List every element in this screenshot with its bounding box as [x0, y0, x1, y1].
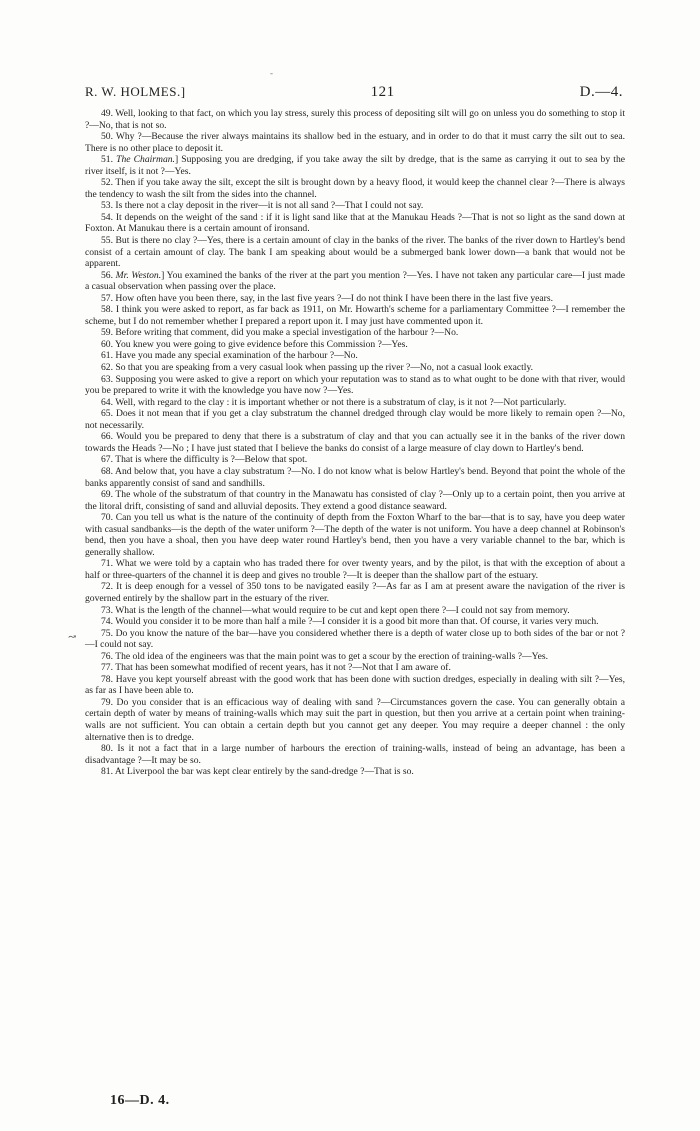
- signature-footer: 16—D. 4.: [110, 1093, 170, 1108]
- question-answer-paragraph: 70. Can you tell us what is the nature of the continuity of depth from the Foxton Wharf to the bar—that is to say, have you deep water with casual sandbanks—is the depth of the water uniform ?—The depth of the water is not uniform. You have a deep channel at Robinson's bend, then you have a shoal, then you have deep water round Hartley's bend, then you have a very variable channel to the bar, which is generally shallow.: [85, 512, 625, 558]
- question-answer-paragraph: 76. The old idea of the engineers was that the main point was to get a scour by the erection of training-walls ?—Yes.: [101, 650, 548, 662]
- question-answer-paragraph: 52. Then if you take away the silt, except the silt is brought down by a heavy flood, it would keep the channel clear ?—There is always the tendency to wash the silt from the sides into the channel.: [85, 177, 625, 200]
- question-answer-paragraph: 59. Before writing that comment, did you make a special investigation of the harbour ?—No.: [101, 327, 459, 339]
- speaker-name: Mr. Weston.: [115, 269, 162, 281]
- question-answer-paragraph: 53. Is there not a clay deposit in the river—it is not all sand ?—That I could not say.: [101, 200, 424, 212]
- question-answer-paragraph: 72. It is deep enough for a vessel of 350 tons to be navigated easily ?—As far as I am at present aware the navigation of the river is governed entirely by the shallow part in the estuary of the river.: [85, 581, 625, 604]
- question-answer-paragraph: 80. Is it not a fact that in a large number of harbours the erection of training-walls, instead of being an advantage, has been a disadvantage ?—It may be so.: [85, 743, 625, 766]
- question-answer-paragraph: 74. Would you consider it to be more than half a mile ?—I consider it is a good bit more than that. Of course, it varies very much.: [101, 616, 599, 628]
- question-answer-paragraph: 75. Do you know the nature of the bar—have you considered whether there is a depth of water close up to both sides of the bar or not ?—I could not say.: [85, 627, 625, 651]
- question-answer-paragraph: 55. But is there no clay ?—Yes, there is a certain amount of clay in the banks of the river. The banks of the river down to Hartley's bend consist of a certain amount of clay. The bank I am speaking about would be a submerged bank lower down—a bank that would not be apparent.: [85, 235, 625, 270]
- speaker-name: The Chairman.: [116, 154, 175, 166]
- top-mark: -: [270, 68, 273, 78]
- question-answer-paragraph: 60. You knew you were going to give evidence before this Commission ?—Yes.: [101, 338, 408, 350]
- question-answer-paragraph: 57. How often have you been there, say, in the last five years ?—I do not think I have been there in the last five years.: [101, 292, 553, 304]
- question-answer-paragraph: 73. What is the length of the channel—what would require to be cut and kept open there ?—I could not say from memory.: [101, 604, 570, 616]
- question-answer-paragraph: 64. Well, with regard to the clay : it is important whether or not there is a substratum of clay, is it not ?—Not particularly.: [101, 396, 567, 408]
- question-answer-paragraph: 62. So that you are speaking from a very casual look when passing up the river ?—No, not a casual look exactly.: [101, 362, 534, 374]
- question-answer-paragraph: 71. What we were told by a captain who has traded there for over twenty years, and by the pilot, is that with the exception of about a half or three-quarters of the channel it is deep and gives no trouble ?—It is deeper than the shallow part of the estuary.: [85, 558, 625, 581]
- question-answer-paragraph: 65. Does it not mean that if you get a clay substratum the channel dredged through clay would be more likely to remain open ?—No, not necessarily.: [85, 408, 625, 431]
- question-answer-paragraph: 56. Mr. Weston.] You examined the banks of the river at the part you mention ?—Yes. I have not taken any particular care—I just made a casual observation when passing over the place.: [85, 269, 626, 293]
- question-answer-paragraph: 63. Supposing you were asked to give a report on which your reputation was to stand as to what ought to be done with that river, would you be prepared to write it with the knowledge you have now ?—Yes.: [85, 373, 625, 397]
- question-answer-paragraph: 69. The whole of the substratum of that country in the Manawatu has consisted of clay ?—Only up to a certain point, then you arrive at the litoral drift, consisting of sand and alluvial deposits. They extend a good distance seaward.: [85, 489, 625, 512]
- document-reference: D.—4.: [579, 84, 623, 100]
- question-answer-paragraph: 66. Would you be prepared to deny that there is a substratum of clay and that you can actually see it in the banks of the river down towards the Heads ?—No ; I have just stated that I believe the banks do consist of a large measure of clay down to Hartley's bend.: [85, 431, 625, 454]
- page-header: [85, 84, 623, 101]
- question-answer-paragraph: 68. And below that, you have a clay substratum ?—No. I do not know what is below Hartley's bend. Beyond that point the whole of the banks apparently consist of sand and sandhills.: [85, 465, 625, 489]
- question-answer-paragraph: 78. Have you kept yourself abreast with the good work that has been done with suction dredges, especially in dealing with silt ?—Yes, as far as I have been able to.: [85, 673, 625, 697]
- question-answer-paragraph: 50. Why ?—Because the river always maintains its shallow bed in the estuary, and in order to do that it must carry the silt out to sea. There is no other place to deposit it.: [85, 131, 625, 154]
- margin-annotation-mark: ↝: [68, 632, 77, 643]
- question-answer-paragraph: 81. At Liverpool the bar was kept clear entirely by the sand-dredge ?—That is so.: [101, 766, 414, 778]
- question-answer-paragraph: 51. The Chairman.] Supposing you are dredging, if you take away the silt by dredge, that is the same as carrying it out to sea by the river itself, is it not ?—Yes.: [85, 154, 625, 177]
- testimony-body: [85, 108, 625, 778]
- question-answer-paragraph: 77. That has been somewhat modified of recent years, has it not ?—Not that I am aware of.: [101, 662, 451, 674]
- question-answer-paragraph: 61. Have you made any special examination of the harbour ?—No.: [101, 350, 358, 362]
- question-answer-paragraph: 49. Well, looking to that fact, on which you lay stress, surely this process of depositing silt will go on unless you do something to stop it ?—No, that is not so.: [85, 108, 625, 131]
- question-answer-paragraph: 54. It depends on the weight of the sand : if it is light sand like that at the Manukau Heads ?—That is not so light as the sand down at Foxton. At Manukau there is a certain amount of ironsand.: [85, 211, 625, 235]
- page-number: 121: [370, 84, 395, 100]
- question-answer-paragraph: 79. Do you consider that is an efficacious way of dealing with sand ?—Circumstances govern the case. You can generally obtain a certain depth of water by means of training-walls which may suit the part in question, but then you arrive at a certain point when training-walls are not sufficient. You can obtain a certain depth but you cannot get any deeper. You may require a deeper channel : the only alternative then is to dredge.: [85, 696, 625, 743]
- witness-name: R. W. HOLMES.]: [85, 84, 186, 99]
- question-answer-paragraph: 58. I think you were asked to report, as far back as 1911, on Mr. Howarth's scheme for a parliamentary Committee ?—I remember the scheme, but I do not remember whether I prepared a report upon it. I may just have commented upon it.: [85, 304, 625, 327]
- question-answer-paragraph: 67. That is where the difficulty is ?—Below that spot.: [101, 454, 308, 466]
